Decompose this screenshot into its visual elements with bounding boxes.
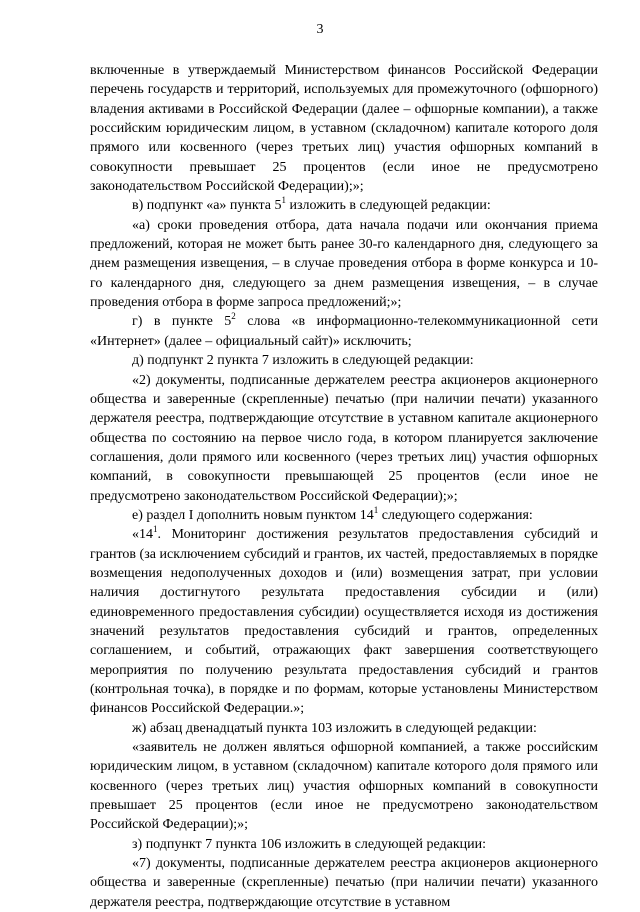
item-g-text-after: слова «в информационно-телекоммуникационной сети «Интернет» (далее – официальный сайт)» исключить; (90, 314, 598, 349)
paragraph-item-z: з) подпункт 7 пункта 106 изложить в следующей редакции: (132, 836, 486, 852)
paragraph-item-g (90, 312, 598, 351)
document-body (90, 61, 598, 912)
paragraph-item-e (90, 506, 598, 525)
paragraph-item-d: д) подпункт 2 пункта 7 изложить в следующей редакции: (132, 353, 474, 369)
item-g-superscript: 2 (231, 311, 236, 322)
item-e-text-after: следующего содержания: (378, 507, 533, 523)
page-number: 3 (316, 22, 324, 37)
paragraph-continuation: включенные в утверждаемый Министерством финансов Российской Федерации перечень государств и территорий, используемых для промежуточного (офшорного) владения активами в Российской Федерации (далее – офшорные компании), а также российским юридическим лицом, в уставном (складочном) капитале которого доля прямого или косвенного (через третьих лиц) участия офшорных компаний в совокупности превышает 25 процентов (если иное не предусмотрено законодательством Российской Федерации);»; (90, 63, 598, 195)
item-v-text-after: изложить в следующей редакции: (286, 198, 491, 214)
paragraph-quote-7: «7) документы, подписанные держателем реестра акционеров акционерного общества и заверенные (скрепленные) печатью (при наличии печати) указанного держателя реестра, подтверждающие отсутствие в уставном (90, 856, 598, 910)
quote-14-text-before: «14 (132, 527, 153, 543)
paragraph-item-v (90, 196, 598, 215)
item-e-text-before: е) раздел I дополнить новым пунктом 14 (132, 507, 374, 523)
paragraph-quote-applicant: «заявитель не должен являться офшорной компанией, а также российским юридическим лицом, в уставном (складочном) капитале которого доля прямого или косвенного (через третьих лиц) участия офшорных компаний в совокупности превышает 25 процентов (если иное не предусмотрено законодательством Российской Федерации);»; (90, 740, 598, 833)
quote-14-superscript: 1 (153, 524, 158, 535)
paragraph-item-zh: ж) абзац двенадцатый пункта 103 изложить в следующей редакции: (132, 720, 537, 736)
paragraph-quote-2: «2) документы, подписанные держателем реестра акционеров акционерного общества и заверенные (скрепленные) печатью (при наличии печати) указанного держателя реестра, подтверждающие отсутствие в уставном капитале акционерного общества по состоянию на первое число года, в котором планируется заключение соглашения, доли прямого или косвенного (через третьих лиц) участия офшорных компаний, в совокупности превышающей 25 процентов (если иное не предусмотрено законодательством Российской Федерации);»; (90, 372, 598, 504)
item-e-superscript: 1 (373, 504, 379, 515)
quote-14-text-after: . Мониторинг достижения результатов предоставления субсидий и грантов (за исключением субсидий и грантов, их частей, предоставляемых в порядке возмещения недополученных доходов и (или) возмещения затрат, при условии наличия достигнутого результата предоставления субсидии и (или) единовременного предоставления субсидии) осуществляется исходя из достижения значений результатов предоставления субсидий и грантов, определенных соглашением, и событий, отражающих факт завершения соответствующего мероприятия по получению результата предоставления субсидий и грантов (контрольная точка), в порядке и по формам, которые установлены Министерством финансов Российской Федерации.»; (90, 527, 598, 717)
paragraph-quote-a: «а) сроки проведения отбора, дата начала подачи или окончания приема предложений, которая не может быть ранее 30-го календарного дня, следующего за днем размещения извещения, – в случае проведения отбора в форме конкурса и 10-го календарного дня, следующего за днем размещения извещения, – в случае проведения отбора в форме запроса предложений;»; (90, 217, 598, 311)
item-v-superscript: 1 (281, 195, 287, 206)
paragraph-quote-14-1 (90, 525, 598, 718)
item-v-text-before: в) подпункт «а» пункта 5 (132, 198, 282, 214)
item-g-text-before: г) в пункте 5 (132, 314, 232, 330)
